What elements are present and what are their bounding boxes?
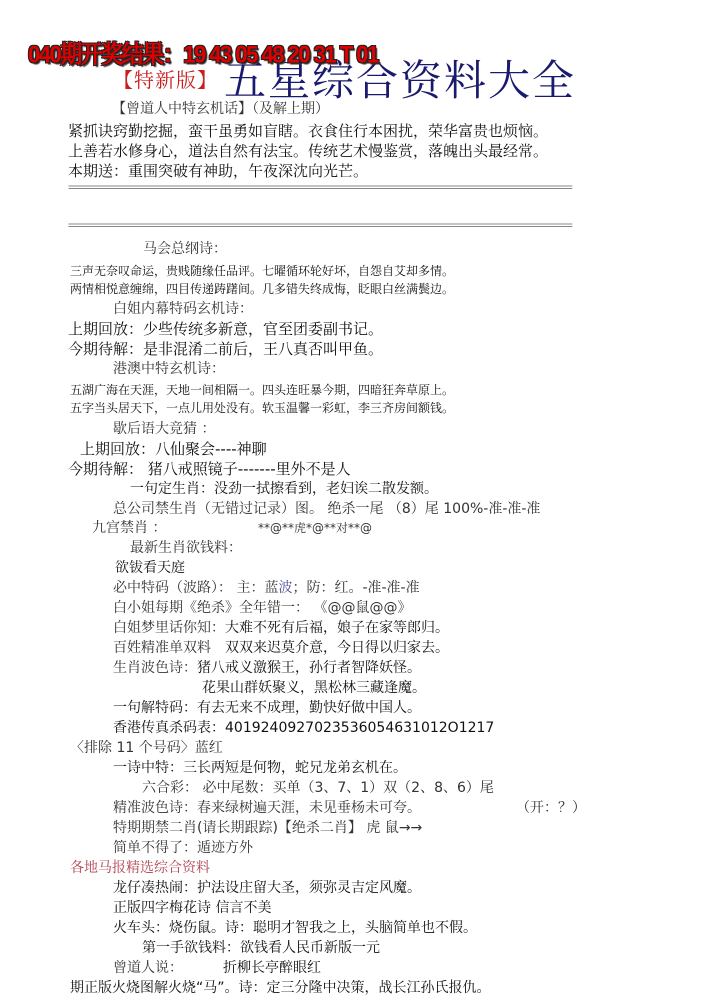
jingzhun-line: 精准波色诗：春来绿树遍天涯，未见垂杨未可夸。 (113, 800, 421, 816)
poem-line: 上善若水修身心，道法自然有法宝。传统艺术慢鉴赏，落魄出头最经常。 (68, 142, 549, 160)
section-heading-xiehouyu: 歇后语大竞猜 ： (113, 421, 216, 437)
zengdao-label: 曾道人说： (113, 960, 183, 976)
shengxiao-line (113, 657, 421, 677)
poem-line: 两情相悦意缠绵，四目传递踌躇间。几多错失终成悔，眨眼白丝满鬓边。 (70, 282, 455, 296)
yijujie-line: 一句解特码：有去无来不成理，勤快好做中国人。 (113, 700, 421, 716)
jiugong-value: **@**虎*@**对**@ (258, 521, 373, 535)
last-period: 上期回放：八仙聚会----神聊 (80, 440, 267, 458)
newest-heading: 最新生肖欲钱料： (130, 540, 242, 556)
section-heading-gangao: 港澳中特玄机诗： (113, 361, 225, 377)
newest-value: 欲钹看天庭 (115, 560, 185, 576)
zhengban-line: 正版四字梅花诗 信言不美 (113, 900, 272, 916)
poem-line: 三声无奈叹命运，贵贱随缘任品评。七曜循环轮好坏，自怨自艾却多情。 (70, 264, 455, 278)
bizhong-suffix: ；防：红。-准-准-准 (292, 580, 420, 596)
section-heading-regional: 各地马报精选综合资料 (70, 860, 210, 876)
zengdao-value: 折柳长亭醉眼红 (223, 960, 321, 976)
baixing-line (113, 637, 449, 657)
paichu-line: 〈排除 11 个号码〉蓝红 (70, 740, 223, 756)
page-title: 五星综合资料大全 (224, 56, 577, 105)
baixing-value: 双双来迟莫介意，今日得以归家去。 (225, 640, 449, 656)
shengxiao-line1: 猪八戒义激猴王，孙行者智降妖怪。 (197, 660, 421, 676)
kai-hint: （开：？） (516, 800, 586, 816)
baixing-label: 百姓精准单双料 (113, 640, 211, 656)
liuhecai-line: 六合彩： 必中尾数：买单（3、7、1）双（2、8、6）尾 (142, 780, 494, 796)
bizhong-prefix: 必中特码（波路）： 主：蓝 (113, 580, 279, 596)
poem-line: 五湖广海在天涯，天地一间相隔一。四头连旺暴今期，四暗狂奔草原上。 (70, 383, 455, 397)
draw-result-banner: 040期开奖结果：19 43 05 48 20 31 T 01 (28, 40, 378, 68)
separator-line: ===================================================================================== (68, 218, 572, 232)
bizhong-line (113, 577, 420, 597)
current-period: 今期待解： 猪八戒照镜子-------里外不是人 (68, 460, 351, 478)
current-period: 今期待解：是非混淆二前后，王八真否叫甲鱼。 (68, 340, 384, 358)
diyishou-line: 第一手欲钱料：欲钱看人民币新版一元 (142, 940, 380, 956)
yiju-shengxiao: 一句定生肖：没劲一拭擦看到，老妇诶二散发额。 (130, 481, 438, 497)
zengdao-line (113, 957, 321, 977)
section-heading-bai: 白姐内幕特码玄机诗： (113, 301, 253, 317)
huoshao-line: 期正版火烧图解火烧“马”。诗：定三分隆中决策，战长江孙氏报仇。 (70, 980, 491, 996)
huoche-line: 火车头：烧伤鼠。诗：聪明才智我之上，头脑简单也不假。 (113, 920, 477, 936)
bizhong-wave: 波 (278, 580, 293, 596)
section-heading-horse: 马会总纲诗： (143, 241, 227, 257)
jiugong-label: 九宫禁肖 ： (92, 520, 167, 536)
poem-line: 紧抓诀窍勤挖掘，蛮干虽勇如盲瞎。衣食住行本困扰，荣华富贵也烦恼。 (68, 122, 549, 140)
bai-meng-line (113, 617, 449, 637)
zonggongsi-line: 总公司禁生肖（无错过记录）图。 绝杀一尾 （8）尾 100%-准-准-准 (113, 501, 541, 517)
longzai-line: 龙仔凑热闹：护法设庄留大圣，须弥灵吉定风魔。 (113, 880, 421, 896)
teqi-line: 特期期禁二肖(请长期跟踪)【绝杀二肖】 虎 鼠→→ (113, 820, 423, 836)
bai-meng-value: 大难不死有后福，娘子在家等郎归。 (225, 620, 449, 636)
shengxiao-label: 生肖波色诗： (113, 660, 197, 676)
poem-line: 本期送：重围突破有神助，午夜深沈向光芒。 (68, 162, 369, 180)
xianggang-line: 香港传真杀码表：4019240927023536054631012O1217 (113, 720, 495, 736)
yishi-line: 一诗中特：三长两短是何物，蛇兄龙弟玄机在。 (113, 760, 407, 776)
section-heading-zengdao: 【曾道人中特玄机话】（及解上期） (112, 101, 329, 117)
edition-tag: 【特新版】 (113, 68, 218, 92)
poem-line: 五字当头居天下，一点儿用处没有。软玉温馨一彩虹，李三齐房间额钱。 (70, 401, 455, 415)
bai-xiaojie-line: 白小姐每期《绝杀》全年错一： 《@@鼠@@》 (113, 600, 412, 616)
jiandan-line: 简单不得了：遁迹方外 (113, 840, 253, 856)
separator-line: ===================================================================================== (68, 180, 572, 194)
bai-meng-label: 白姐梦里话你知： (113, 620, 225, 636)
last-period: 上期回放：少些传统多新意，官至团委副书记。 (68, 320, 384, 338)
shengxiao-line2: 花果山群妖聚义，黑松林三藏逢魔。 (202, 680, 426, 696)
